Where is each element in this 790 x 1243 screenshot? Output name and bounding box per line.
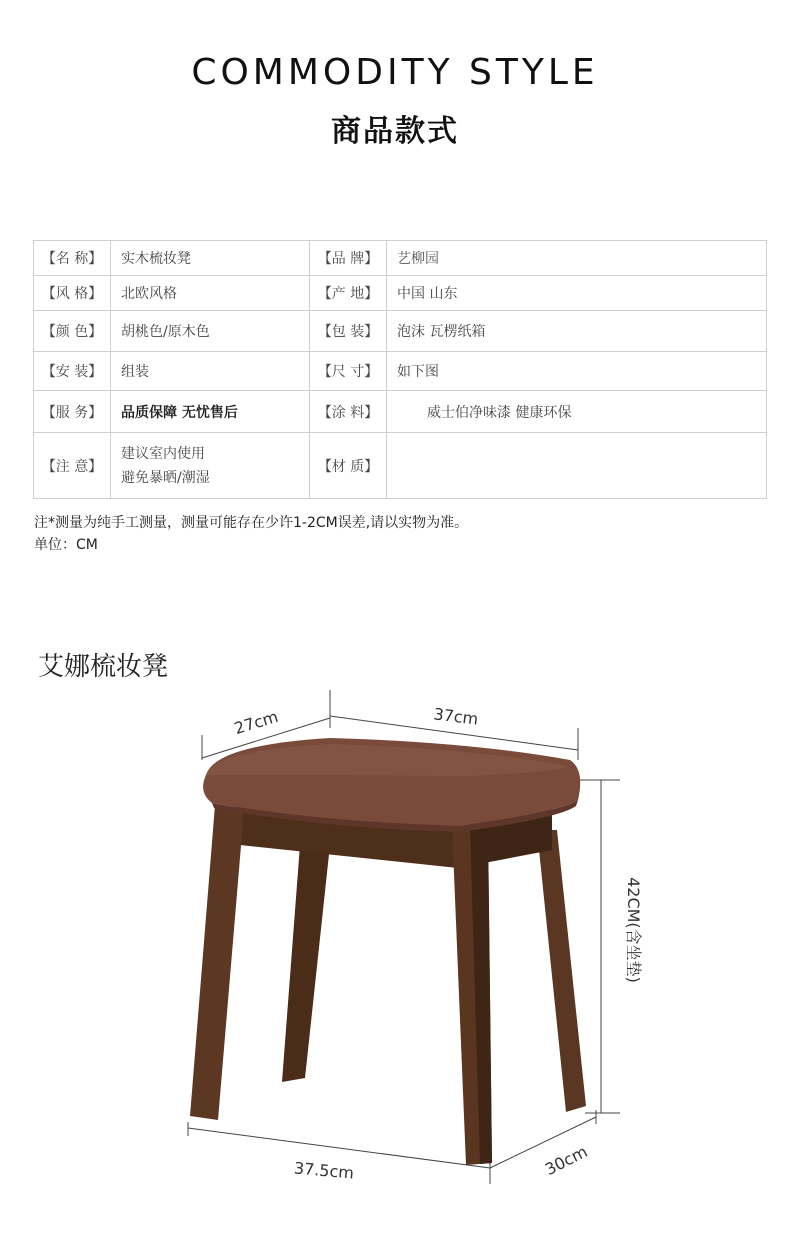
spec-label: 【名 称】 [34,241,111,276]
spec-value: 艺柳园 [387,241,767,276]
unit-line: 单位：CM [34,537,98,553]
spec-label: 【材 质】 [310,433,387,499]
spec-label: 【尺 寸】 [310,352,387,391]
spec-label: 【产 地】 [310,276,387,311]
note-line: 注*测量为纯手工测量，测量可能存在少许1-2CM误差,请以实物为准。 [34,515,469,531]
spec-label: 【包 装】 [310,311,387,352]
spec-value: 实木梳妆凳 [111,241,310,276]
product-name: 艾娜梳妆凳 [38,652,169,682]
spec-label: 【品 牌】 [310,241,387,276]
spec-value-line: 建议室内使用 [121,445,205,462]
spec-value: 泡沫 瓦楞纸箱 [387,311,767,352]
spec-label: 【安 装】 [34,352,111,391]
dim-bottom-depth: 30cm [541,1141,591,1180]
spec-value: 威士伯净味漆 健康环保 [387,391,767,433]
dim-bottom-width: 37.5cm [293,1158,355,1183]
stool-back-legs [282,830,586,1112]
spec-value-line: 避免暴晒/潮湿 [121,469,210,486]
dim-top-width: 37cm [432,704,480,729]
dim-height: 42CM(含坐垫) [624,877,643,983]
page-title-english: COMMODITY STYLE [191,52,599,93]
spec-value: 组装 [111,352,310,391]
spec-label: 【风 格】 [34,276,111,311]
page-title-chinese: 商品款式 [331,114,459,149]
spec-value: 中国 山东 [387,276,767,311]
dim-top-depth: 27cm [231,706,281,739]
spec-value: 品质保障 无忧售后 [111,391,310,433]
spec-value: 北欧风格 [111,276,310,311]
spec-label: 【颜 色】 [34,311,111,352]
spec-value: 胡桃色/原木色 [111,311,310,352]
spec-label: 【服 务】 [34,391,111,433]
spec-label: 【涂 料】 [310,391,387,433]
spec-label: 【注 意】 [34,433,111,499]
spec-value: 如下图 [387,352,767,391]
